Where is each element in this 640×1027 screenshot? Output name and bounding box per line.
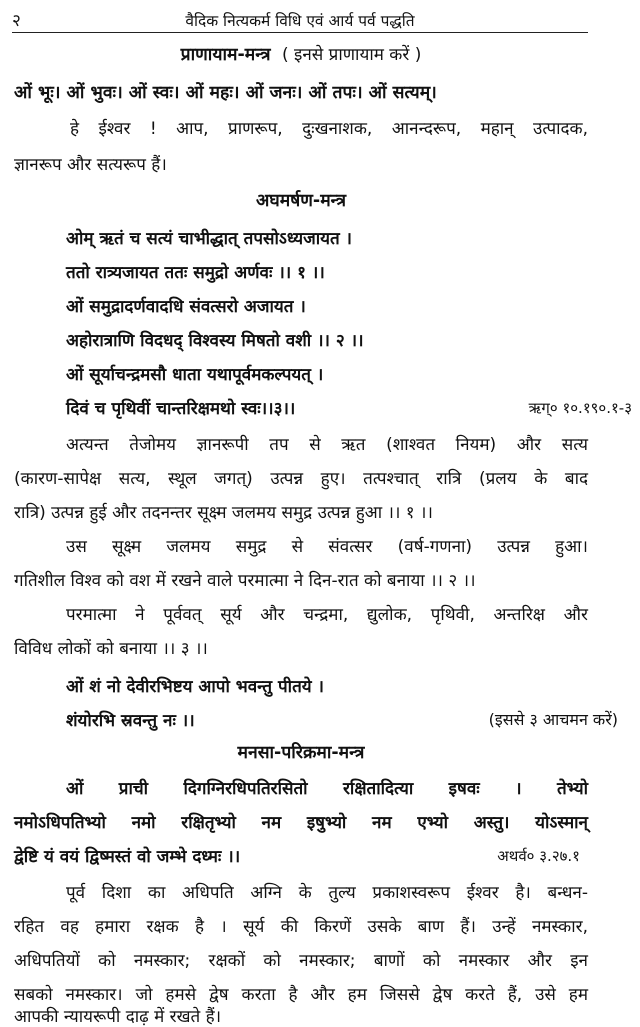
header-rule (12, 32, 588, 33)
mansa-meaning-line: रहित वह हमारा रक्षक है । सूर्य की किरणें उसके बाण हैं। उन्हें नमस्कार, (14, 917, 588, 937)
aghamarshan-meaning-line: विविध लोकों को बनाया ।। ३ ।। (14, 639, 208, 659)
aghamarshan-mantra-text: दिवं च पृथिवीं चान्तरिक्षमथो स्वः।।३।। (66, 399, 296, 419)
mansa-heading-line (14, 740, 588, 764)
aghamarshan-mantra-line: ओम् ऋतं च सत्यं चाभीद्धात् तपसोऽध्यजायत । (66, 229, 353, 249)
achaman-instruction: (इससे ३ आचमन करें) (488, 710, 618, 729)
aghamarshan-mantra-line: ओं सूर्याचन्द्रमसौ धाता यथापूर्वमकल्पयत् । (66, 365, 324, 385)
pranayama-heading-line (14, 42, 588, 66)
aghamarshan-meaning-line: परमात्मा ने पूर्ववत् सूर्य और चन्द्रमा, द्युलोक, पृथिवी, अन्तरिक्ष और (66, 605, 588, 625)
pranayama-meaning-line: ज्ञानरूप और सत्यरूप हैं। (14, 155, 167, 175)
aghamarshan-mantra-line: ओं समुद्रादर्णवादधि संवत्सरो अजायत । (66, 297, 306, 317)
achaman-mantra-line (14, 708, 640, 731)
mansa-mantra-line (14, 844, 588, 867)
aghamarshan-mantra-line: अहोरात्राणि विदधद् विश्वस्य मिषतो वशी ।। २ ।। (66, 331, 364, 351)
running-title: वैदिक नित्यकर्म विधि एवं आर्य पर्व पद्धति (185, 12, 415, 30)
aghamarshan-mantra-line (14, 396, 640, 419)
mansa-mantra-line: ओं प्राची दिगग्निरधिपतिरसितो रक्षितादित्या इषवः । तेभ्यो (66, 779, 588, 799)
mansa-meaning-line: आपकी न्यायरूपी दाढ़ में रखते हैं। (14, 1007, 222, 1027)
aghamarshan-heading-line (14, 188, 588, 212)
achaman-mantra-text: शंयोरभि स्रवन्तु नः ।। (66, 711, 195, 731)
aghamarshan-mantra-line: ततो रात्र्यजायत ततः समुद्रो अर्णवः ।। १ ।। (66, 263, 325, 283)
section-heading-mansa-parikrama: मनसा-परिक्रमा-मन्त्र (237, 743, 365, 763)
pranayama-meaning-line: हे ईश्वर ! आप, प्राणरूप, दुःखनाशक, आनन्दरूप, महान् उत्पादक, (70, 119, 588, 139)
mansa-meaning-line: अधिपतियों को नमस्कार; रक्षकों को नमस्कार; बाणों को नमस्कार और इन (14, 951, 588, 971)
mansa-mantra-text: द्वेष्टि यं वयं द्विष्मस्तं वो जम्भे दध्मः ।। (14, 847, 241, 867)
mansa-meaning-line: सबको नमस्कार। जो हमसे द्वेष करता है और हम जिससे द्वेष करते हैं, उसे हम (14, 985, 588, 1005)
page-number: २ (12, 11, 21, 31)
achaman-mantra-line: ओं शं नो देवीरभिष्टय आपो भवन्तु पीतये । (66, 677, 324, 697)
aghamarshan-reference: ऋग्० १०.१९०.१-३ (528, 399, 632, 417)
aghamarshan-meaning-line: उस सूक्ष्म जलमय समुद्र से संवत्सर (वर्ष-गणना) उत्पन्न हुआ। (66, 537, 588, 557)
mansa-reference: अथर्व० ३.२७.१ (497, 847, 580, 865)
section-heading-aghamarshan: अघमर्षण-मन्त्र (255, 191, 347, 211)
mansa-mantra-line: नमोऽधिपतिभ्यो नमो रक्षितृभ्यो नम इषुभ्यो नम एभ्यो अस्तु। योऽस्मान् (14, 813, 588, 833)
mansa-meaning-line: पूर्व दिशा का अधिपति अग्नि के तुल्य प्रकाशस्वरूप ईश्वर है। बन्धन- (66, 883, 588, 903)
section-heading-pranayama: प्राणायाम-मन्त्र (180, 45, 271, 65)
aghamarshan-meaning-line: अत्यन्त तेजोमय ज्ञानरूपी तप से ऋत (शाश्वत नियम) और सत्य (66, 435, 588, 455)
aghamarshan-meaning-line: रात्रि) उत्पन्न हुई और तदनन्तर सूक्ष्म जलमय समुद्र उत्पन्न हुआ ।। १ ।। (14, 503, 433, 523)
aghamarshan-meaning-line: गतिशील विश्व को वश में रखने वाले परमात्मा ने दिन-रात को बनाया ।। २ ।। (14, 571, 476, 591)
running-header (0, 8, 600, 32)
aghamarshan-meaning-line: (कारण-सापेक्ष सत्य, स्थूल जगत्) उत्पन्न हुए। तत्पश्चात् रात्रि (प्रलय के बाद (14, 469, 588, 489)
pranayama-instruction: ( इनसे प्राणायाम करें ) (281, 45, 422, 65)
pranayama-mantra: ओं भूः। ओं भुवः। ओं स्वः। ओं महः। ओं जनः। ओं तपः। ओं सत्यम्। (14, 83, 437, 103)
